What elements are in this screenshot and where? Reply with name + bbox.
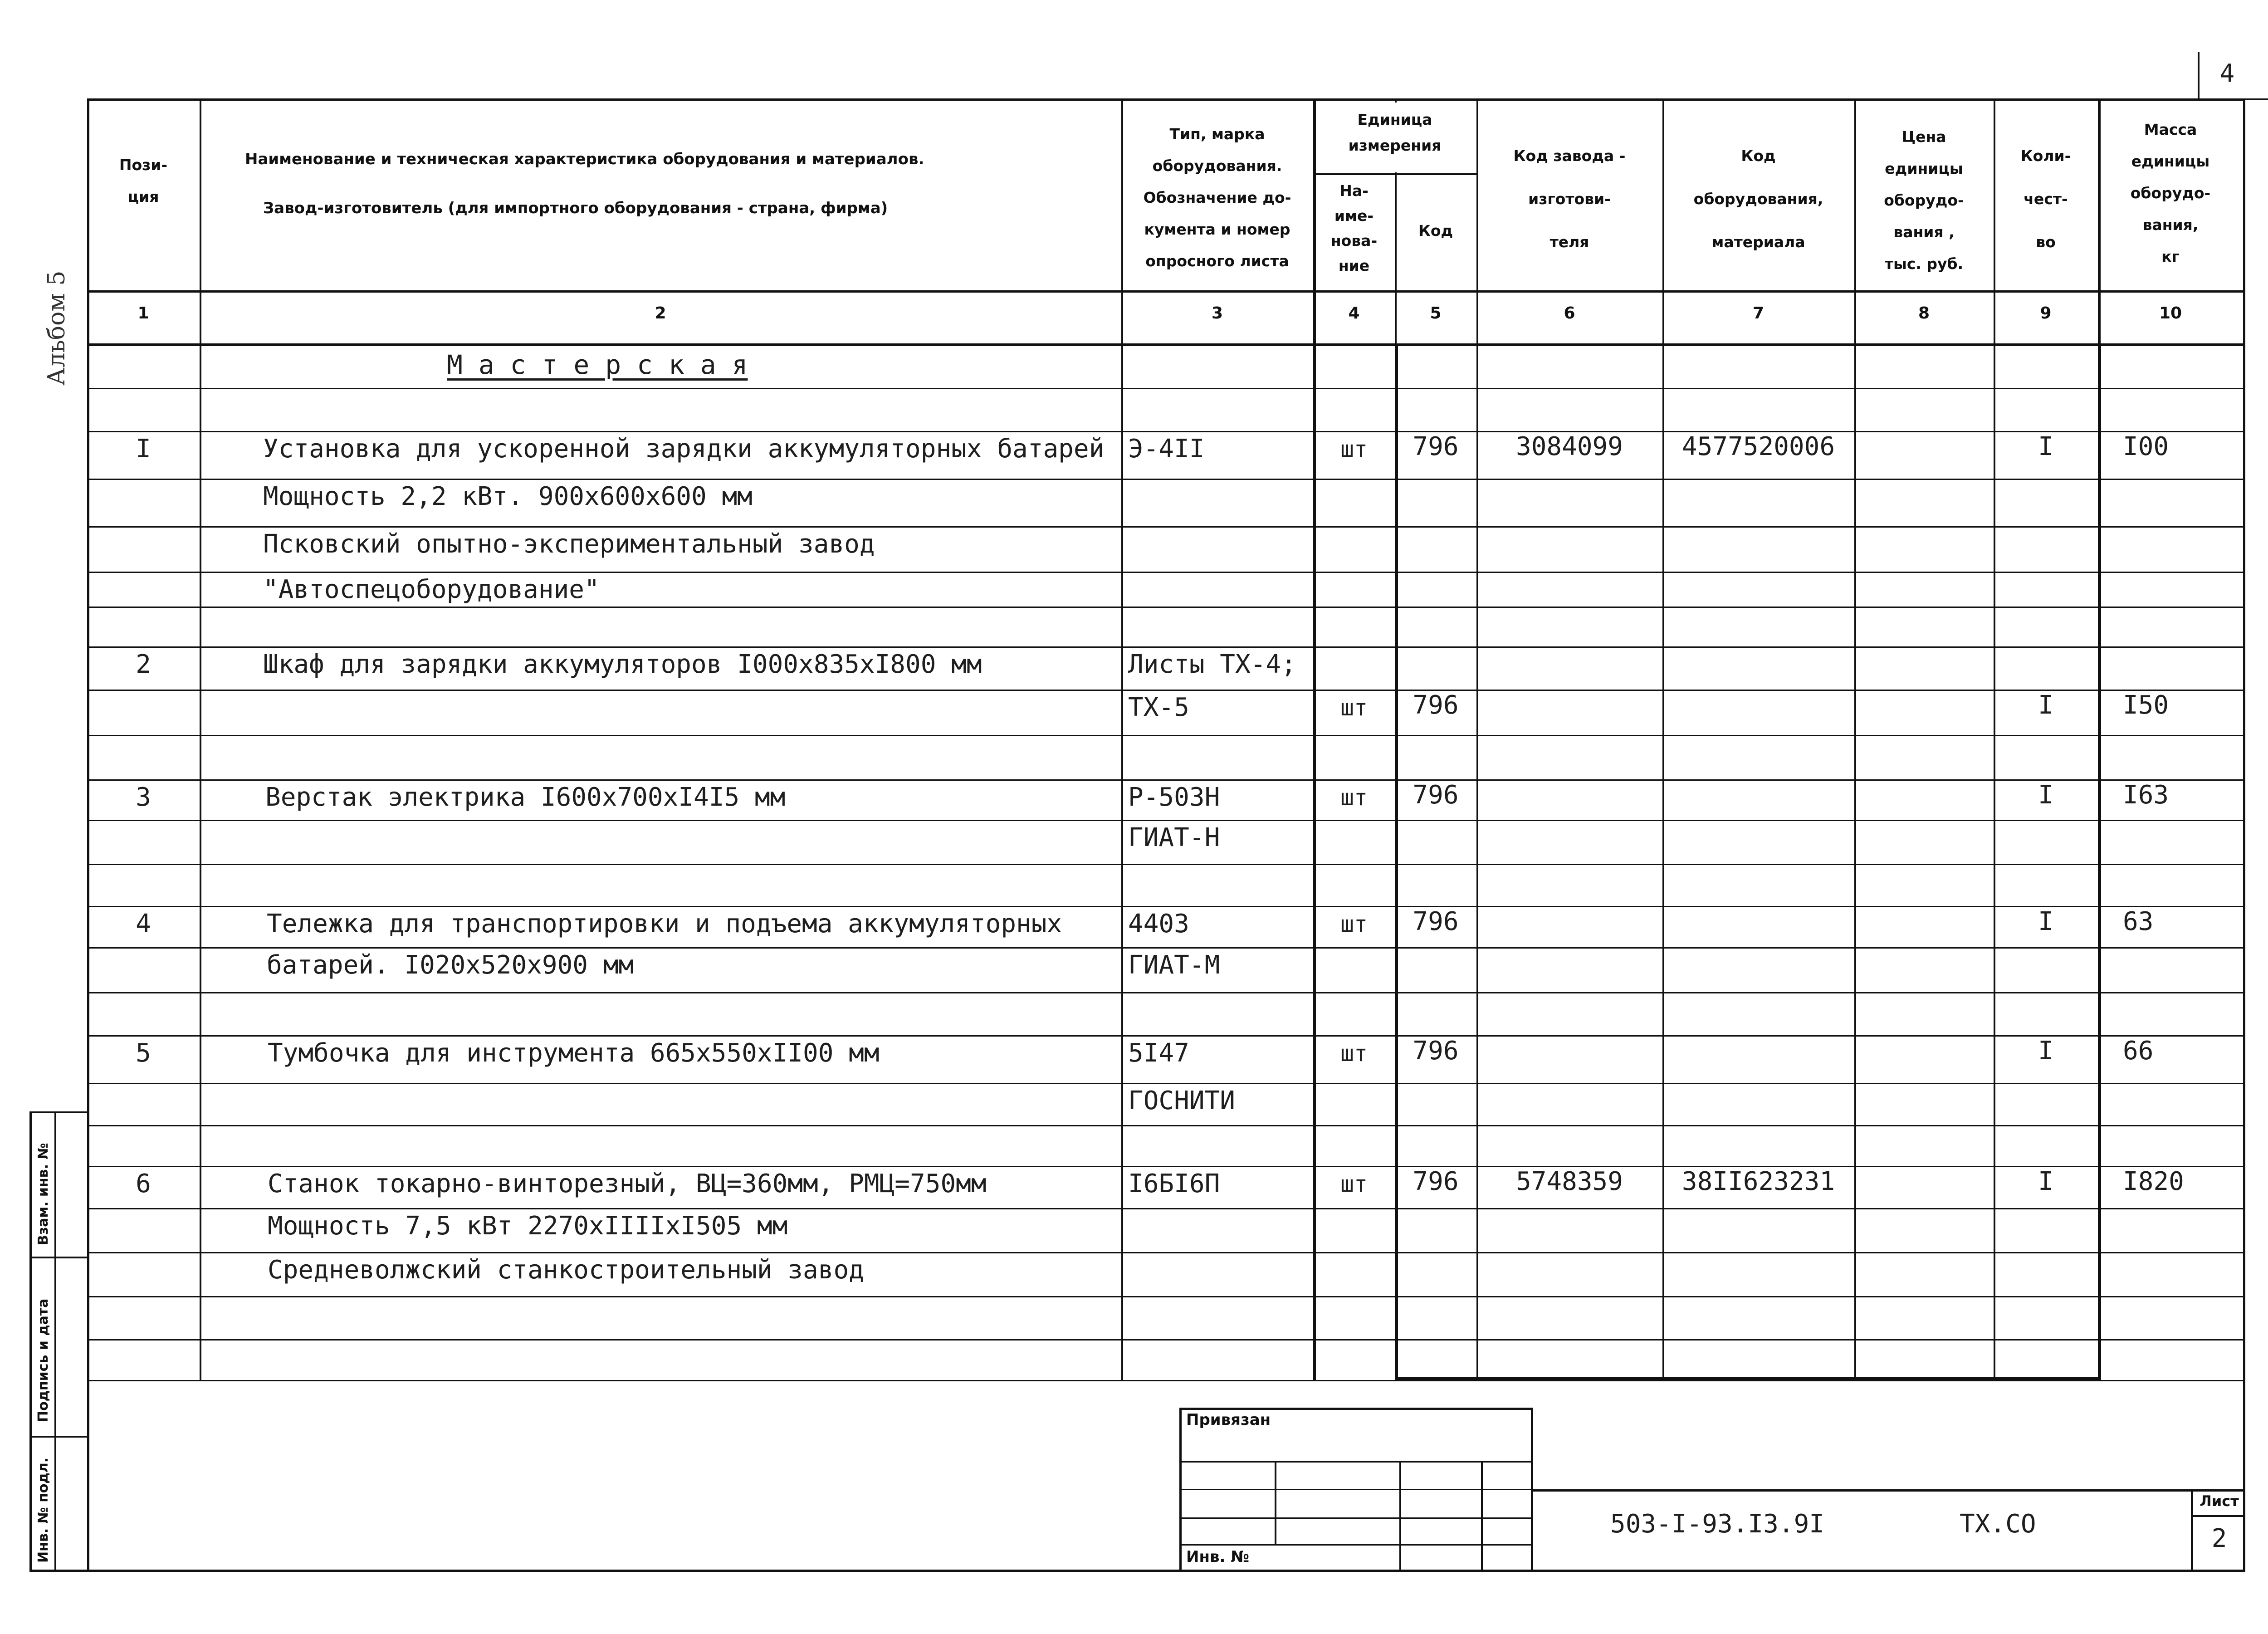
table-row-line (87, 1166, 2245, 1167)
row-name: Тумбочка для инструмента 665х550хII00 мм (268, 1038, 880, 1068)
row-unit: шт (1340, 695, 1368, 721)
row-mass: 63 (2123, 907, 2154, 936)
header-c2-line: Наименование и техническая характеристика оборудования и материалов. (245, 150, 924, 168)
row-type: ГОСНИТИ (1128, 1086, 1236, 1115)
row-name: Псковский опытно-экспериментальный завод (263, 529, 875, 559)
row-type: 4403 (1128, 909, 1189, 939)
table-row-line (87, 526, 2245, 528)
header-c10-line: кг (2161, 248, 2180, 265)
table-row-line (87, 1252, 2245, 1253)
table-row-line (87, 388, 2245, 389)
column-divider (1854, 101, 1856, 1380)
header-c1-line: ция (127, 188, 159, 205)
row-position: 2 (136, 650, 151, 679)
privyazan-col (1481, 1461, 1483, 1571)
privyazan-line (1179, 1489, 1533, 1490)
column-number: 8 (1918, 304, 1930, 323)
row-type: ГИАТ-М (1128, 950, 1220, 980)
table-row-line (87, 690, 2245, 691)
doc-code-top (1531, 1489, 2245, 1492)
side-stamp-top (29, 1111, 89, 1113)
column-numbers-bottom-line (87, 343, 2245, 346)
row-mass: I00 (2123, 432, 2169, 461)
header-c4-line: На- (1339, 182, 1369, 200)
privyazan-line (1179, 1517, 1533, 1519)
header-c7-line: материала (1711, 233, 1805, 251)
table-row-line (87, 646, 2245, 648)
row-unit: шт (1340, 784, 1368, 811)
header-c2-line: Завод-изготовитель (для импортного оборудования - страна, фирма) (263, 199, 888, 217)
row-unit: шт (1340, 1171, 1368, 1197)
table-row-line (87, 479, 2245, 480)
header-unit-group-line: Единица (1357, 111, 1432, 128)
table-row-line (87, 1296, 2245, 1297)
privyazan-line (1179, 1544, 1533, 1546)
row-equipment-code: 38II623231 (1681, 1167, 1835, 1196)
row-name: батарей. I020х520х900 мм (267, 950, 634, 980)
header-c10-line: оборудо- (2130, 184, 2211, 202)
row-position: I (136, 434, 151, 464)
row-type: ТХ-5 (1128, 693, 1189, 722)
document-code: 503-I-93.I3.9I (1610, 1509, 1825, 1539)
row-quantity: I (2038, 907, 2053, 936)
row-unit: шт (1340, 436, 1368, 462)
row-equipment-code: 4577520006 (1681, 432, 1835, 461)
header-c7-line: Код (1741, 147, 1776, 165)
header-c9-line: чест- (2024, 190, 2068, 208)
table-row-line (87, 735, 2245, 736)
column-number: 5 (1430, 304, 1442, 323)
side-stamp-vzam: Взам. инв. № (35, 1143, 51, 1245)
table-row-line (87, 947, 2245, 949)
row-unit-code: 796 (1413, 432, 1459, 461)
column-divider (1121, 101, 1123, 1380)
header-c3-line: Тип, марка (1169, 125, 1265, 143)
side-stamp-line (29, 1257, 89, 1258)
column-divider (200, 101, 201, 1380)
header-c6-line: изготови- (1528, 190, 1611, 208)
row-mass: I63 (2123, 780, 2169, 810)
row-factory-code: 5748359 (1515, 1167, 1623, 1196)
row-type: Листы ТХ-4; (1128, 650, 1296, 679)
row-unit-code: 796 (1413, 1036, 1459, 1066)
header-c7-line: оборудования, (1693, 190, 1823, 208)
header-c8-line: вания , (1893, 223, 1955, 241)
header-c8-line: единицы (1885, 160, 1963, 177)
header-c1-line: Пози- (119, 156, 168, 174)
header-c8-line: оборудо- (1884, 191, 1964, 209)
row-quantity: I (2038, 1167, 2053, 1196)
column-number: 1 (137, 304, 149, 323)
header-c9-line: во (2036, 233, 2056, 251)
header-c10-line: единицы (2131, 152, 2210, 170)
row-mass: I50 (2123, 690, 2169, 720)
row-name: Установка для ускоренной зарядки аккумуляторных батарей (263, 434, 1105, 464)
row-name: Средневолжский станкостроительный завод (268, 1255, 864, 1285)
row-factory-code: 3084099 (1515, 432, 1623, 461)
table-row-line (87, 992, 2245, 993)
column-divider-heavy (2098, 343, 2101, 1380)
row-unit-code: 796 (1413, 907, 1459, 936)
side-stamp-inv-podl: Инв. № подл. (35, 1457, 51, 1563)
column-number: 4 (1348, 304, 1360, 323)
column-number: 6 (1564, 304, 1575, 323)
column-number: 3 (1211, 304, 1223, 323)
header-c5-line: Код (1418, 222, 1453, 240)
table-row-line (87, 607, 2245, 608)
column-number: 9 (2040, 304, 2052, 323)
column-number: 7 (1752, 304, 1765, 323)
header-c3-line: оборудования. (1152, 157, 1282, 175)
row-mass: 66 (2123, 1036, 2154, 1066)
header-c3-line: опросного листа (1145, 252, 1289, 270)
privyazan-col (1399, 1461, 1401, 1571)
header-c9-line: Коли- (2020, 147, 2071, 165)
row-type: 5I47 (1128, 1038, 1189, 1068)
side-stamp-left (29, 1111, 32, 1572)
inv-no-label: Инв. № (1186, 1548, 1250, 1566)
table-row-line (87, 1083, 2245, 1084)
row-type: I6БI6П (1128, 1169, 1220, 1199)
row-name: "Автоспецоборудование" (263, 575, 600, 604)
row-quantity: I (2038, 690, 2053, 720)
document-mark: ТХ.СО (1960, 1509, 2036, 1539)
table-row-line (87, 1339, 2245, 1340)
column-number: 2 (655, 304, 666, 323)
sheet-number: 2 (2211, 1524, 2227, 1553)
row-name: Станок токарно-винторезный, ВЦ=360мм, РМЦ=750мм (268, 1169, 987, 1199)
row-type: Р-503Н (1128, 783, 1220, 812)
header-c3-line: Обозначение до- (1143, 189, 1291, 206)
row-mass: I820 (2123, 1167, 2184, 1196)
table-row-line (87, 1125, 2245, 1126)
header-c4-line: име- (1334, 207, 1374, 225)
frame-bottom (29, 1570, 2245, 1572)
row-quantity: I (2038, 1036, 2053, 1066)
header-bottom-line (87, 290, 2245, 293)
row-unit-code: 796 (1413, 690, 1459, 720)
table-row-line (87, 864, 2245, 865)
table-row-line (87, 572, 2245, 573)
privyazan-line (1179, 1461, 1533, 1463)
row-unit: шт (1340, 911, 1368, 937)
row-position: 4 (136, 909, 151, 939)
privyazan-col (1275, 1461, 1276, 1544)
row-name: Мощность 7,5 кВт 2270хIIIIхI505 мм (268, 1211, 788, 1241)
header-c4-line: нова- (1330, 232, 1378, 250)
sheet-label: Лист (2200, 1492, 2239, 1510)
album-label: Альбом 5 (43, 270, 70, 386)
side-stamp-line (29, 1436, 89, 1438)
table-row-line (87, 820, 2245, 821)
row-type: Э-4II (1128, 434, 1205, 464)
sheet-box-line (2191, 1515, 2245, 1517)
header-c3-line: кумента и номер (1144, 220, 1290, 238)
row-position: 3 (136, 783, 151, 812)
row-name: Мощность 2,2 кВт. 900х600х600 мм (263, 482, 753, 511)
header-c4-line: ние (1338, 257, 1370, 274)
privyazan-label: Привязан (1186, 1411, 1271, 1429)
side-stamp-divider (54, 1111, 56, 1572)
header-c6-line: теля (1549, 233, 1589, 251)
side-stamp-podpis: Подпись и дата (35, 1298, 51, 1422)
header-c8-line: тыс. руб. (1884, 255, 1964, 273)
row-type: ГИАТ-Н (1128, 823, 1220, 852)
frame-right (2243, 98, 2245, 1570)
table-row-line (87, 1208, 2245, 1209)
header-c6-line: Код завода - (1513, 147, 1626, 165)
header-c10-line: Масса (2144, 121, 2197, 138)
column-number: 10 (2159, 304, 2182, 323)
section-title: М а с т е р с к а я (447, 349, 748, 380)
row-name: Тележка для транспортировки и подъема аккумуляторных (267, 909, 1062, 939)
row-unit: шт (1340, 1040, 1368, 1067)
header-c10-line: вания, (2142, 216, 2199, 234)
sheet-top-number: 4 (2219, 59, 2235, 88)
row-name: Верстак электрика I600х700хI4I5 мм (265, 783, 786, 812)
table-row-line (87, 1380, 2245, 1381)
table-row-line (87, 906, 2245, 907)
header-unit-group-line: измерения (1348, 137, 1442, 154)
row-quantity: I (2038, 780, 2053, 810)
unit-group-divider (1313, 173, 1476, 175)
row-position: 5 (136, 1038, 151, 1068)
row-unit-code: 796 (1413, 1167, 1459, 1196)
table-row-line (87, 1035, 2245, 1037)
table-row-line (87, 779, 2245, 781)
column-divider-heavy (1395, 343, 1398, 1380)
table-row-line (87, 431, 2245, 432)
frame-top (87, 98, 2245, 101)
row-unit-code: 796 (1413, 780, 1459, 810)
privyazan-top (1179, 1408, 1533, 1410)
header-c8-line: Цена (1901, 128, 1946, 146)
row-position: 6 (136, 1169, 151, 1199)
row-quantity: I (2038, 432, 2053, 461)
row-name: Шкаф для зарядки аккумуляторов I000х835хI800 мм (263, 650, 982, 679)
